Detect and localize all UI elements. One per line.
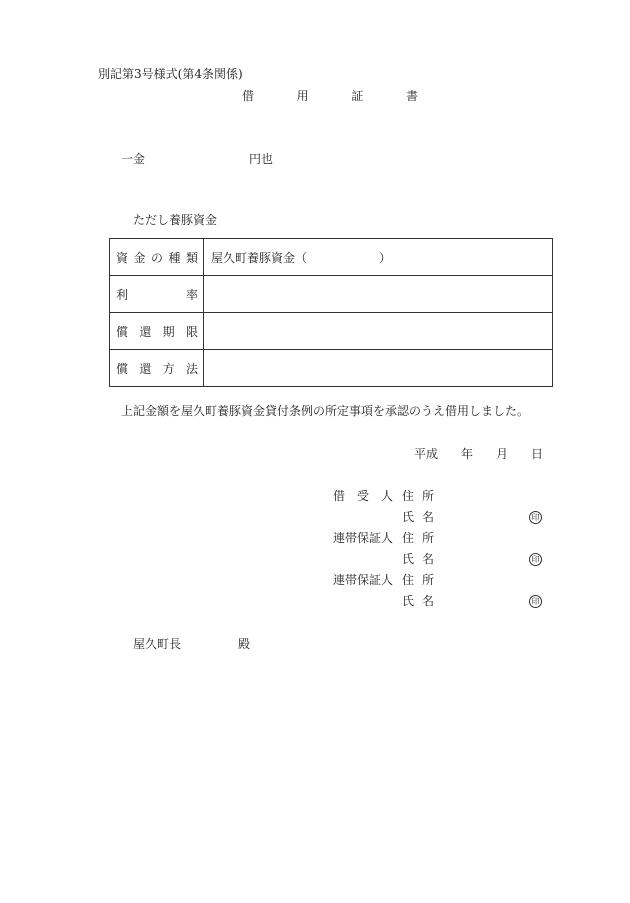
borrowing-statement: 上記金額を屋久町養豚資金貸付条例の所定事項を承認のうえ借用しました。 [121, 404, 530, 418]
date-day: 日 [531, 447, 544, 461]
repayment-method-value [204, 350, 553, 387]
table-row [110, 313, 553, 350]
row-label-repayment-method: 償 還 方 法 [110, 350, 204, 387]
title-char: 用 [296, 89, 309, 103]
row-label-fund-type: 資 金 の 種 類 [110, 239, 204, 276]
seal-mark: 印 [529, 511, 542, 524]
name-label: 氏名 [402, 510, 443, 524]
seal-mark: 印 [529, 553, 542, 566]
repayment-deadline-value [204, 313, 553, 350]
form-number: 別記第3号様式(第4条関係) [98, 67, 243, 81]
amount-prefix: 一金 [121, 152, 146, 166]
name-label: 氏名 [402, 552, 443, 566]
date-era: 平成 [414, 447, 439, 461]
document-title [242, 90, 418, 102]
name-label: 氏名 [402, 594, 443, 608]
table-row [110, 239, 553, 276]
date-month: 月 [496, 447, 509, 461]
address-label: 住所 [402, 531, 443, 545]
address-label: 住所 [402, 489, 443, 503]
interest-rate-value [204, 276, 553, 313]
addressee-title: 屋久町長 [133, 637, 182, 651]
title-char: 借 [242, 89, 255, 103]
signatory-role: 連帯保証人 [333, 531, 394, 545]
address-label: 住所 [402, 573, 443, 587]
title-char: 証 [351, 89, 364, 103]
signatory-role: 借受人 [333, 489, 406, 503]
date-year: 年 [461, 447, 474, 461]
row-label-interest-rate: 利 率 [110, 276, 204, 313]
loan-details-table [109, 238, 553, 387]
addressee-honorific: 殿 [238, 637, 251, 651]
seal-mark: 印 [529, 595, 542, 608]
signatory-role: 連帯保証人 [333, 573, 394, 587]
purpose-line: ただし養豚資金 [133, 213, 218, 227]
row-label-repayment-deadline: 償 還 期 限 [110, 313, 204, 350]
table-row [110, 350, 553, 387]
table-row [110, 276, 553, 313]
title-char: 書 [405, 89, 418, 103]
fund-type-value: 屋久町養豚資金（ ） [204, 239, 553, 276]
amount-suffix: 円也 [249, 152, 274, 166]
